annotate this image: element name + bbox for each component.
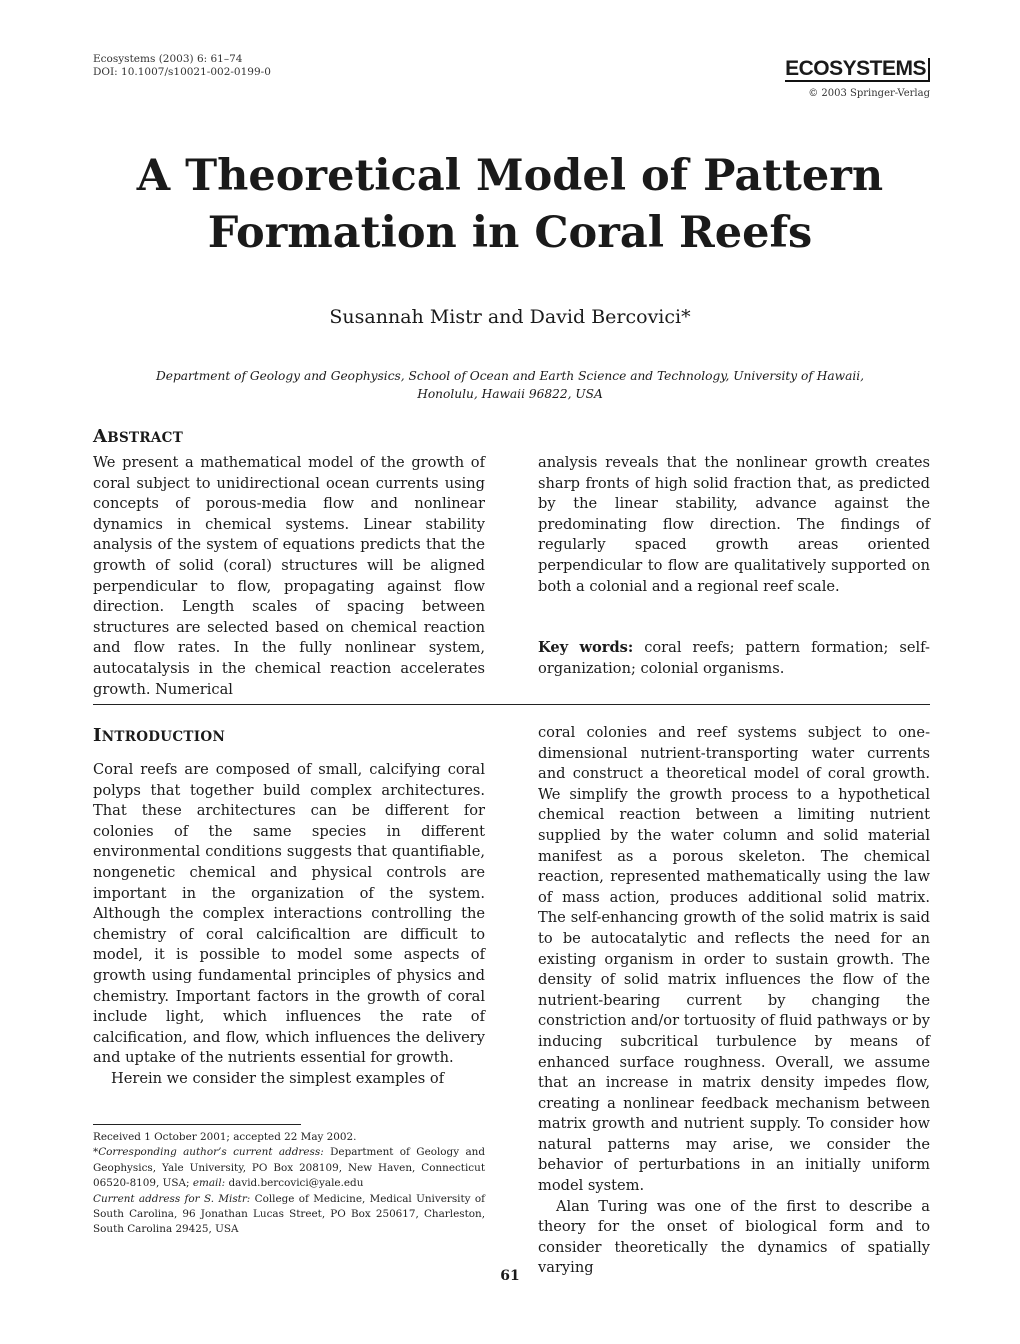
journal-citation: Ecosystems (2003) 6: 61–74 <box>93 53 243 65</box>
introduction-right-column <box>538 723 930 1279</box>
journal-branding <box>785 58 930 99</box>
authors: Susannah Mistr and David Bercovici* <box>329 306 691 328</box>
received-date: Received 1 October 2001; accepted 22 May 2002. <box>93 1131 357 1143</box>
citation-header <box>93 53 271 79</box>
affiliation-line-2: Honolulu, Hawaii 96822, USA <box>417 387 603 401</box>
current-address-label: Current address for S. Mistr: <box>93 1192 251 1205</box>
abstract-heading <box>93 426 183 447</box>
section-divider <box>93 704 930 705</box>
title-line-2: Formation in Coral Reefs <box>207 208 813 258</box>
copyright: © 2003 Springer-Verlag <box>808 88 930 99</box>
affiliation <box>120 367 900 403</box>
keywords-label: Key words: <box>538 639 634 656</box>
email-label: email: <box>192 1177 226 1190</box>
affiliation-line-1: Department of Geology and Geophysics, School of Ocean and Earth Science and Technology, University of Hawaii, <box>155 369 865 383</box>
page-number: 61 <box>500 1268 520 1284</box>
email-link[interactable]: david.bercovici@yale.edu <box>228 1177 364 1190</box>
intro-heading-rest: NTRODUCTION <box>101 729 226 745</box>
corresponding-author-label: *Corresponding author’s current address: <box>93 1146 324 1159</box>
abstract-text-left: We present a mathematical model of the growth of coral subject to unidirectional ocean currents using concepts of porous-media flow and nonlinear dynamics in chemical systems. Linear stability analysis of the system of equations predicts that the growth of solid (coral) structures will be aligned perpendicular to flow, propagating against flow direction. Length scales of spacing between structures are selected based on chemical reaction and flow rates. In the fully nonlinear system, autocatalysis in the chemical reaction accelerates growth. Numerical <box>93 454 485 698</box>
intro-paragraph-2: Herein we consider the simplest examples of <box>111 1069 445 1087</box>
abstract-heading-initial: A <box>93 426 108 447</box>
intro-right-paragraph-1: coral colonies and reef systems subject to one-dimensional nutrient-transporting water currents and construct a theoretical model of coral growth. We simplify the growth process to a hypothetical chemical reaction between a limiting nutrient supplied by the water column and solid material manifest as a porous skeleton. The chemical reaction, represented mathematically using the law of mass action, produces additional solid matrix. The self-enhancing growth of the solid matrix is said to be autocatalytic and reflects the need for an existing organism in order to sustain growth. The density of solid matrix influences the flow of the nutrient-bearing current by changing the constriction and/or tortuosity of fluid pathways or by inducing subcritical turbulence by means of enhanced surface roughness. Overall, we assume that an increase in matrix density impedes flow, creating a nonlinear feedback mechanism between matrix growth and nutrient supply. To consider how natural patterns may arise, we consider the behavior of perturbations in an initially uniform model system. <box>538 724 930 1195</box>
current-address-note <box>93 1192 485 1238</box>
abstract-heading-rest: BSTRACT <box>107 430 184 446</box>
keywords <box>538 638 930 679</box>
doi: DOI: 10.1007/s10021-002-0199-0 <box>93 66 271 78</box>
current-address-text: College of Medicine, Medical University of South Carolina, 96 Jonathan Lucas Street, PO Box 250617, Charleston, South Carolina 29425, USA <box>93 1192 485 1236</box>
abstract-right-column <box>538 453 930 597</box>
abstract-text-right: analysis reveals that the nonlinear growth creates sharp fronts of high solid fraction that, as predicted by the linear stability, advance against the predominating flow direction. The findings of regularly spaced growth areas oriented perpendicular to flow are qualitatively supported on both a colonial and a regional reef scale. <box>538 454 930 595</box>
abstract-left-column <box>93 453 485 700</box>
title-line-1: A Theoretical Model of Pattern <box>136 151 884 201</box>
paper-title <box>0 148 1020 262</box>
footnote-divider <box>93 1124 301 1125</box>
journal-logo: ECOSYSTEMS <box>785 58 930 82</box>
intro-right-paragraph-2: Alan Turing was one of the first to describe a theory for the onset of biological form and to consider theoretically the dynamics of spatially varying <box>538 1197 930 1277</box>
keywords-text: coral reefs; pattern formation; self-organization; colonial organisms. <box>538 639 930 677</box>
footnotes <box>93 1130 485 1238</box>
introduction-left-column <box>93 760 485 1090</box>
introduction-heading <box>93 725 225 746</box>
corresponding-author-note <box>93 1145 485 1191</box>
intro-heading-initial: I <box>93 725 102 746</box>
corresponding-author-address: Department of Geology and Geophysics, Yale University, PO Box 208109, New Haven, Connecticut 06520-8109, USA; <box>93 1146 485 1190</box>
intro-paragraph-1: Coral reefs are composed of small, calcifying coral polyps that together build complex architectures. That these architectures can be different for colonies of the same species in different environmental conditions suggests that quantifiable, nongenetic chemical and physical controls are important in the organization of the system. Although the complex interactions controlling the chemistry of coral calcificaltion are difficult to model, it is possible to model some aspects of growth using fundamental principles of physics and chemistry. Important factors in the growth of coral include light, which influences the rate of calcification, and flow, which influences the delivery and uptake of the nutrients essential for growth. <box>93 761 485 1067</box>
